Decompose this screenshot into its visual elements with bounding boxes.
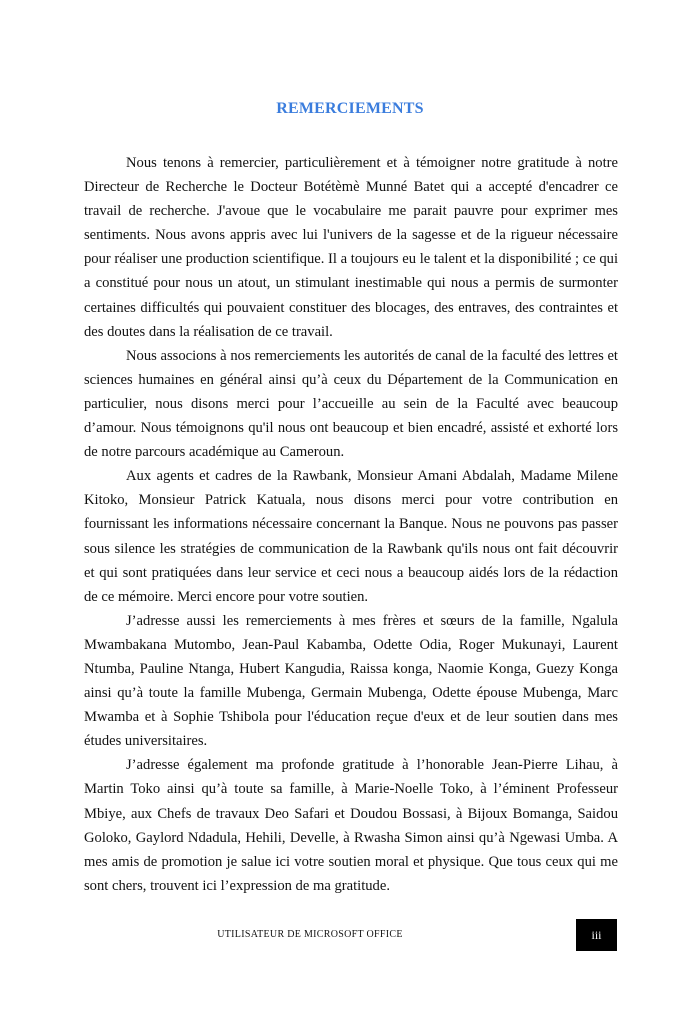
paragraph-3: Aux agents et cadres de la Rawbank, Monsieur Amani Abdalah, Madame Milene Kitoko, Monsieur Patrick Katuala, nous disons merci pour votre contribution en fournissant les informations nécessaire concernant la Banque. Nous ne pouvons pas passer sous silence les stratégies de communication de la Rawbank qu'ils nous ont fait découvrir et qui sont pratiquées dans leur service et ceci nous a beaucoup aidés lors de la rédaction de ce mémoire. Merci encore pour votre soutien. (84, 468, 618, 605)
paragraph-5: J’adresse également ma profonde gratitude à l’honorable Jean-Pierre Lihau, à Martin Toko ainsi qu’à toute sa famille, à Marie-Noelle Toko, à l’éminent Professeur Mbiye, aux Chefs de travaux Deo Safari et Doudou Bossasi, à Bijoux Bomanga, Saidou Goloko, Gaylord Ndadula, Hehili, Develle, à Rwasha Simon ainsi qu’à Ngewasi Umba. A mes amis de promotion je salue ici votre soutien moral et physique. Que tous ceux qui me sont chers, trouvent ici l’expression de ma gratitude. (84, 757, 618, 894)
page-title: REMERCIEMENTS (276, 100, 424, 117)
page-number-badge: iii (576, 919, 617, 951)
paragraph-2: Nous associons à nos remerciements les autorités de canal de la faculté des lettres et sciences humaines en général ainsi qu’à ceux du Département de la Communication en particulier, nous disons merci pour l’accueille au sein de la Faculté avec beaucoup d’amour. Nous témoignons qu'il nous ont beaucoup et bien encadré, assisté et exhorté lors de notre parcours académique au Cameroun. (84, 347, 618, 461)
acknowledgements-body (84, 151, 618, 898)
footer-author: UTILISATEUR DE MICROSOFT OFFICE (217, 929, 403, 940)
paragraph-1: Nous tenons à remercier, particulièrement et à témoigner notre gratitude à notre Directeur de Recherche le Docteur Botétèmè Munné Batet qui a accepté d'encadrer ce travail de recherche. J'avoue que le vocabulaire me parait pauvre pour exprimer mes sentiments. Nous avons appris avec lui l'univers de la sagesse et de la rigueur nécessaire pour réaliser une production scientifique. Il a toujours eu le talent et la disponibilité ; ce qui a constitué pour nous un atout, un stimulant inestimable qui nous a permis de surmonter certaines difficultés qui pouvaient constituer des blocages, des entraves, des contraintes et des doutes dans la réalisation de ce travail. (84, 155, 618, 340)
paragraph-4: J’adresse aussi les remerciements à mes frères et sœurs de la famille, Ngalula Mwambakana Mutombo, Jean-Paul Kabamba, Odette Odia, Roger Mukunayi, Laurent Ntumba, Pauline Ntanga, Hubert Kangudia, Raissa konga, Naomie Konga, Guezy Konga ainsi qu’à toute la famille Mubenga, Germain Mubenga, Odette épouse Mubenga, Marc Mwamba et à Sophie Tshibola pour l'éducation reçue d'eux et de leur soutien dans mes études universitaires. (84, 612, 618, 750)
